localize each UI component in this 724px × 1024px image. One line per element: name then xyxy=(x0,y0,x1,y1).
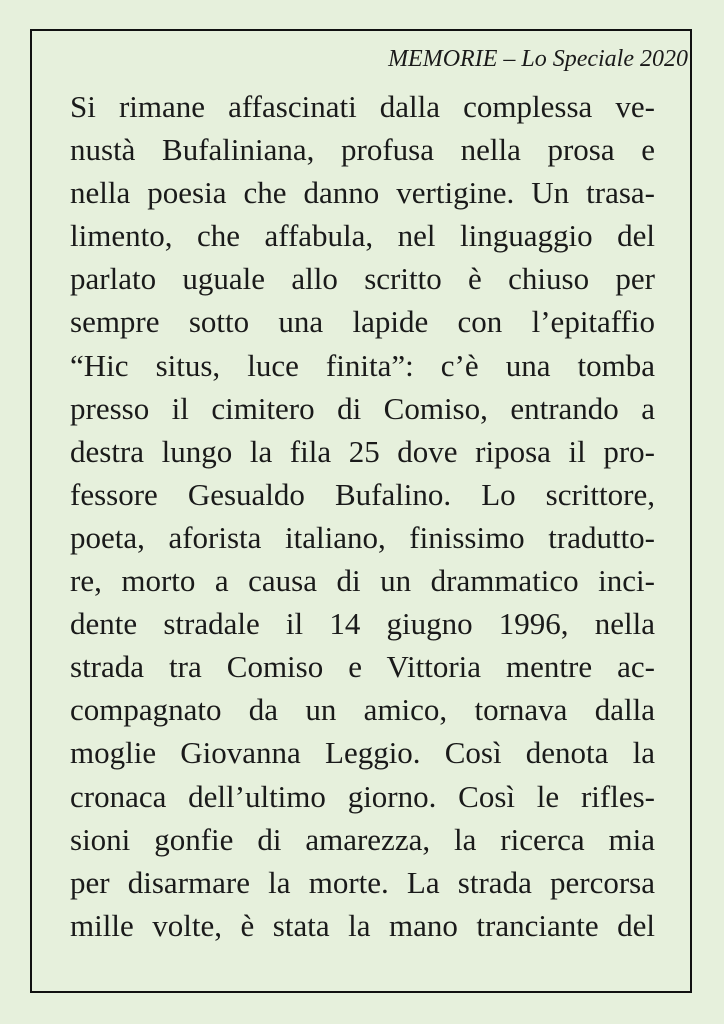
body-line: per disarmare la morte. La strada percorsa xyxy=(70,864,655,900)
body-line: compagnato da un amico, tornava dalla xyxy=(70,692,655,728)
body-line: destra lungo la fila 25 dove riposa il pro- xyxy=(70,433,655,469)
body-line: Si rimane affascinati dalla complessa ve- xyxy=(70,89,655,124)
body-line: poeta, aforista italiano, finissimo tradutto- xyxy=(70,519,655,555)
body-line: parlato uguale allo scritto è chiuso per xyxy=(70,261,655,297)
body-line: re, morto a causa di un drammatico inci- xyxy=(70,563,655,599)
body-line: presso il cimitero di Comiso, entrando a xyxy=(70,390,655,426)
body-line: moglie Giovanna Leggio. Così denota la xyxy=(70,735,655,771)
body-line: fessore Gesualdo Bufalino. Lo scrittore, xyxy=(70,476,655,512)
body-line: “Hic situs, luce finita”: c’è una tomba xyxy=(70,347,655,383)
body-line: cronaca dell’ultimo giorno. Così le rifles- xyxy=(70,778,655,814)
body-line: dente stradale il 14 giugno 1996, nella xyxy=(70,606,655,642)
body-line: strada tra Comiso e Vittoria mentre ac- xyxy=(70,649,655,685)
running-header: MEMORIE – Lo Speciale 2020 xyxy=(388,46,688,72)
body-line: limento, che affabula, nel linguaggio del xyxy=(70,218,655,254)
body-line: nella poesia che danno vertigine. Un trasa- xyxy=(70,175,655,211)
body-line: sioni gonfie di amarezza, la ricerca mia xyxy=(70,821,655,857)
body-line: mille volte, è stata la mano tranciante del xyxy=(70,907,655,943)
body-line: sempre sotto una lapide con l’epitaffio xyxy=(70,304,655,340)
article-body xyxy=(70,85,655,947)
body-line: nustà Bufaliniana, profusa nella prosa e xyxy=(70,132,655,168)
